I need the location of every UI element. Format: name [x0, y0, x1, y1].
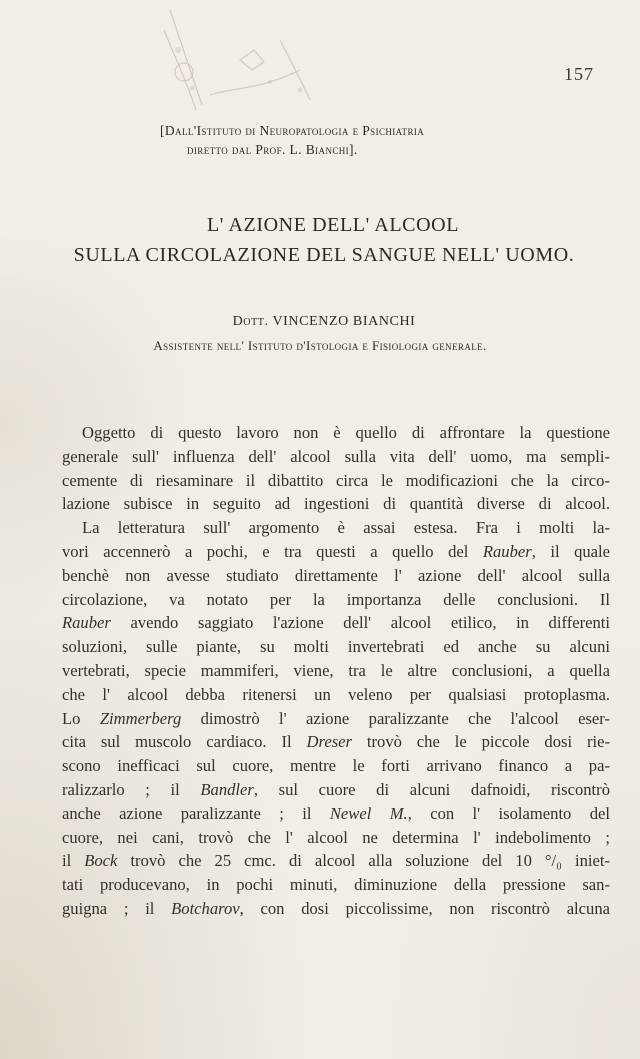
body-text-segment: Oggetto di questo lavoro non è quello di affrontare la questione: [82, 423, 610, 442]
body-text-segment: il: [62, 851, 85, 871]
body-text-segment: La letteratura sull' argomento è assai estesa. Fra i molti la-: [82, 518, 610, 538]
cited-author: Dreser: [306, 732, 352, 752]
body-text-segment: avendo saggiato l'azione dell' alcool etilico, in differenti: [110, 613, 610, 633]
body-text-segment: cemente di riesaminare il dibattito circa le modificazioni che la circo-: [62, 470, 610, 490]
body-line: [62, 778, 610, 802]
body-line: [62, 516, 610, 540]
body-text-segment: vertebrati, specie mammiferi, viene, tra le altre conclusioni, a quella: [62, 660, 610, 680]
title-line-2: SULLA CIRCOLAZIONE DEL SANGUE NELL' UOMO.: [73, 244, 575, 266]
author-role: Assistente nell' Istituto d'Istologia e Fisiologia generale.: [153, 338, 487, 353]
body-text-segment: circolazione, va notato per la importanza delle conclusioni. Il: [62, 589, 610, 609]
body-text-segment: lazione subisce in seguito ad ingestioni di quantità diverse di alcool.: [62, 494, 610, 514]
body-text-segment: che l' alcool debba ritenersi un veleno per qualsiasi protoplasma.: [62, 684, 610, 704]
author-block: [0, 310, 640, 358]
body-line: [62, 683, 610, 707]
body-text-segment: vori accennerò a pochi, e tra questi a quello del: [62, 541, 483, 561]
institute-line-2: diretto dal Prof. L. Bianchi].: [187, 142, 358, 157]
body-line: [62, 611, 610, 635]
cited-author: Zimmerberg: [99, 708, 182, 728]
body-text-segment: anche azione paralizzante ; il: [62, 803, 330, 823]
body-line: [62, 826, 610, 850]
institute-line-1: [Dall'Istituto di Neuropatologia e Psichiatria: [160, 123, 425, 138]
body-text-segment: dimostrò l' azione paralizzante che l'alcool eser-: [181, 708, 610, 728]
body-line: [62, 897, 610, 921]
body-paragraph: [62, 421, 610, 921]
body-line: [62, 635, 610, 659]
body-text-segment: benchè non avesse studiato direttamente l' azione dell' alcool sulla: [62, 565, 610, 585]
body-line: [62, 564, 610, 588]
body-text-segment: trovò che le piccole dosi rie-: [351, 732, 610, 752]
body-line: [62, 659, 610, 683]
body-line: [62, 802, 610, 826]
body-text-segment: ralizzarlo ; il: [62, 779, 201, 799]
body-line: [62, 492, 610, 516]
institute-header: [160, 121, 600, 159]
cited-author: Bandler: [200, 779, 254, 799]
body-text-segment: soluzioni, sulle piante, su molti invertebrati ed anche su alcuni: [62, 637, 610, 657]
body-text-segment: , con dosi piccolissime, non riscontrò alcuna: [239, 898, 610, 918]
body-text-segment: cita sul muscolo cardiaco. Il: [62, 732, 307, 752]
page-number: 157: [564, 64, 594, 84]
body-line: [62, 707, 610, 731]
cited-author: Botcharov: [171, 898, 240, 918]
body-line: [62, 588, 610, 612]
body-text-segment: generale sull' influenza dell' alcool sulla vita dell' uomo, ma sempli-: [62, 446, 610, 466]
body-line: [62, 730, 610, 754]
article-title: [0, 210, 640, 270]
cited-author: Rauber: [482, 541, 532, 561]
body-line: [62, 469, 610, 493]
body-text-segment: cuore, nei cani, trovò che l' alcool ne determina l' indebolimento ;: [62, 827, 610, 847]
library-stamp-mark: [150, 0, 350, 120]
body-line: [62, 540, 610, 564]
body-text-segment: trovò che 25 cmc. di alcool alla soluzione del 10 °/₀ iniet-: [117, 851, 610, 871]
body-line: [62, 849, 610, 873]
body-text-segment: scono inefficaci sul cuore, mentre le forti arrivano financo a pa-: [62, 756, 610, 776]
body-line: [62, 445, 610, 469]
body-line: [62, 754, 610, 778]
cited-author: Newel M.: [329, 803, 408, 823]
body-text-segment: guigna ; il: [62, 898, 172, 918]
body-text-segment: , con l' isolamento del: [407, 803, 610, 823]
cited-author: Bock: [84, 851, 118, 871]
body-line: [62, 873, 610, 897]
cited-author: Rauber: [62, 613, 111, 633]
body-text-segment: Lo: [62, 708, 100, 728]
body-text-segment: , sul cuore di alcuni dafnoidi, riscontrò: [253, 779, 610, 799]
body-text-segment: , il quale: [531, 541, 610, 561]
author-name: Dott. VINCENZO BIANCHI: [232, 314, 416, 329]
body-line: [62, 421, 610, 445]
body-text-segment: tati producevano, in pochi minuti, diminuzione della pressione san-: [62, 875, 610, 895]
title-line-1: L' AZIONE DELL' ALCOOL: [206, 214, 460, 236]
